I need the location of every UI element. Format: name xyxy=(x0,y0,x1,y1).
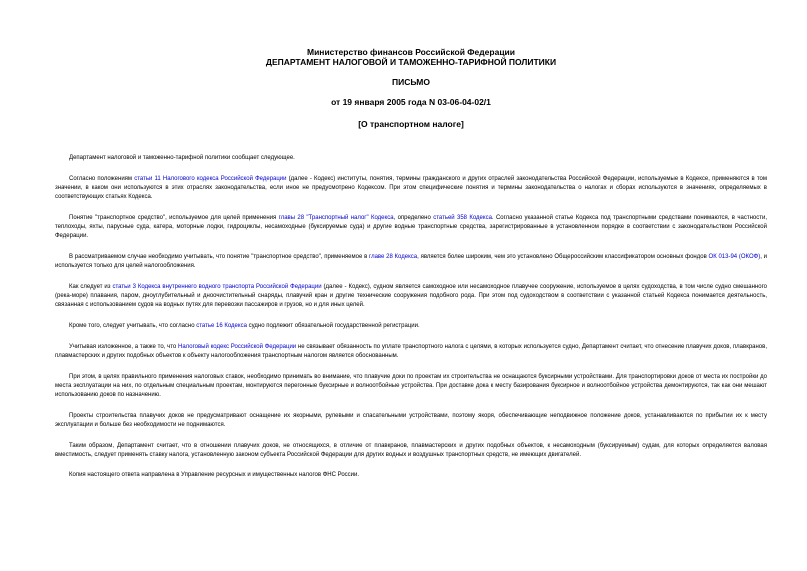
text-span: Согласно положениям xyxy=(69,175,135,182)
link-article-16[interactable]: статье 16 Кодекса xyxy=(196,322,247,329)
doc-date-number: от 19 января 2005 года N 03-06-04-02/1 xyxy=(331,97,491,107)
text-span: , определено xyxy=(393,214,434,221)
link-okof[interactable]: ОК 013-94 (ОКОФ) xyxy=(708,253,761,260)
link-water-transport-code-article-3[interactable]: статьи 3 Кодекса внутреннего водного транспорта Российской Федерации xyxy=(112,283,322,290)
link-chapter-28[interactable]: главы 28 "Транспортный налог" Кодекса xyxy=(278,214,394,221)
paragraph-1 xyxy=(55,175,767,203)
department-title: ДЕПАРТАМЕНТ НАЛОГОВОЙ И ТАМОЖЕННО-ТАРИФНОЙ ПОЛИТИКИ xyxy=(265,57,557,67)
text-span: Учитывая изложенное, а также то, что xyxy=(69,343,179,350)
paragraph-4 xyxy=(55,283,767,311)
text-span: Как следует из xyxy=(69,283,113,290)
paragraph-7: При этом, в целях правильного применения налоговых ставок, необходимо принимать во внимание, что плавучие доки по проектам их строительства не оснащаются буксирными устройствами. Для транспортировки доков от места их постройки до места эксплуатации на них, по отдельным специальным проектам, монтируются перегонные буксирные и волноотбойные устройства. При доставке дока к месту базирования буксирное и волноотбойное устройства демонтируются, так как они мешают использованию доков по назначению. xyxy=(55,373,767,398)
paragraph-6 xyxy=(55,343,767,361)
text-span: Кроме того, следует учитывать, что согласно xyxy=(69,322,197,329)
text-span: В рассматриваемом случае необходимо учитывать, что понятие "транспортное средство", применяемое в xyxy=(69,253,370,260)
text-span: судно подлежит обязательной государственной регистрации. xyxy=(246,322,420,329)
text-span: Понятие "транспортное средство", используемое для целей применения xyxy=(69,214,279,221)
document-page xyxy=(55,47,767,481)
text-span: не связывает обязанность по уплате транспортного налога с целями, в которых используется судно, Департамент считает, что отнесение плавучих доков, плавкранов, плавмастерских и других подобных объектов к объекту налогообложения транспортным налогом является обоснованным. xyxy=(55,343,767,359)
paragraph-10: Копия настоящего ответа направлена в Управление ресурсных и имущественных налогов ФНС России. xyxy=(69,472,360,479)
text-span: (далее - Кодекс) институты, понятия, термины гражданского и других отраслей законодательства Российской Федерации, используемые в Кодексе, применяются в том значении, в каком они используются в этих отраслях законодательства, если иное не предусмотрено Кодексом. При этом специфические понятия и термины законодательства о налогах и сборах используются в значениях, определяемых в соответствующих статьях Кодекса. xyxy=(55,175,767,201)
doc-subject: [О транспортном налоге] xyxy=(358,119,464,129)
text-span: (далее - Кодекс), судном является самоходное или несамоходное плавучее сооружение, используемое в целях судоходства, в том числе судно смешанного (река-море) плавания, паром, дноуглубительный и дноочистительный снаряды, плавучий кран и другие технические сооружения подобного рода. При этом под судоходством в соответствии с указанной статьей Кодекса понимается деятельность, связанная с использованием судов на водных путях для перевозки пассажиров и грузов, но и для иных целей. xyxy=(55,283,767,309)
paragraph-intro: Департамент налоговой и таможенно-тарифной политики сообщает следующее. xyxy=(69,155,295,161)
link-chapter-28-code[interactable]: главе 28 Кодекса xyxy=(369,253,418,260)
text-span: , и используется только для целей налогообложения. xyxy=(55,253,767,270)
paragraph-5 xyxy=(55,322,767,331)
link-article-358[interactable]: статьей 358 Кодекса xyxy=(433,214,492,221)
paragraph-9: Таким образом, Департамент считает, что в отношении плавучих доков, не относящихся, в отличие от плавкранов, плавмастерских и других подобных объектов, к несамоходным (буксируемым) судам, для которых определяется валовая вместимость, следует применять ставку налога, установленную законом субъекта Российской Федерации для других водных и воздушных транспортных средств, не имеющих двигателей. xyxy=(55,442,767,458)
paragraph-8: Проекты строительства плавучих доков не предусматривают оснащение их якорными, рулевыми и спасательными устройствами, поэтому якоря, обеспечивающие неподвижное положение доков, устанавливаются по прибытии их к месту эксплуатации и больше без необходимости не поднимаются. xyxy=(55,412,767,428)
paragraph-3 xyxy=(55,253,767,271)
doc-type: ПИСЬМО xyxy=(392,77,430,87)
text-span: . Согласно указанной статье Кодекса под транспортными средствами понимаются, в частности, теплоходы, яхты, парусные суда, катера, моторные лодки, гидроциклы, несамоходные (буксируемые суда) и другие водные транспортные средства, зарегистрированные в установленном порядке в соответствии с законодательством Российской Федерации. xyxy=(55,214,767,240)
text-span: , является более широким, чем это установлено Общероссийским классификатором основных фондов xyxy=(417,253,709,260)
link-tax-code[interactable]: Налоговый кодекс Российской Федерации xyxy=(178,343,297,350)
ministry-title: Министерство финансов Российской Федерации xyxy=(307,47,515,57)
link-tax-code-article-11[interactable]: статьи 11 Налогового кодекса Российской Федерации xyxy=(134,175,287,182)
paragraph-2 xyxy=(55,214,767,242)
